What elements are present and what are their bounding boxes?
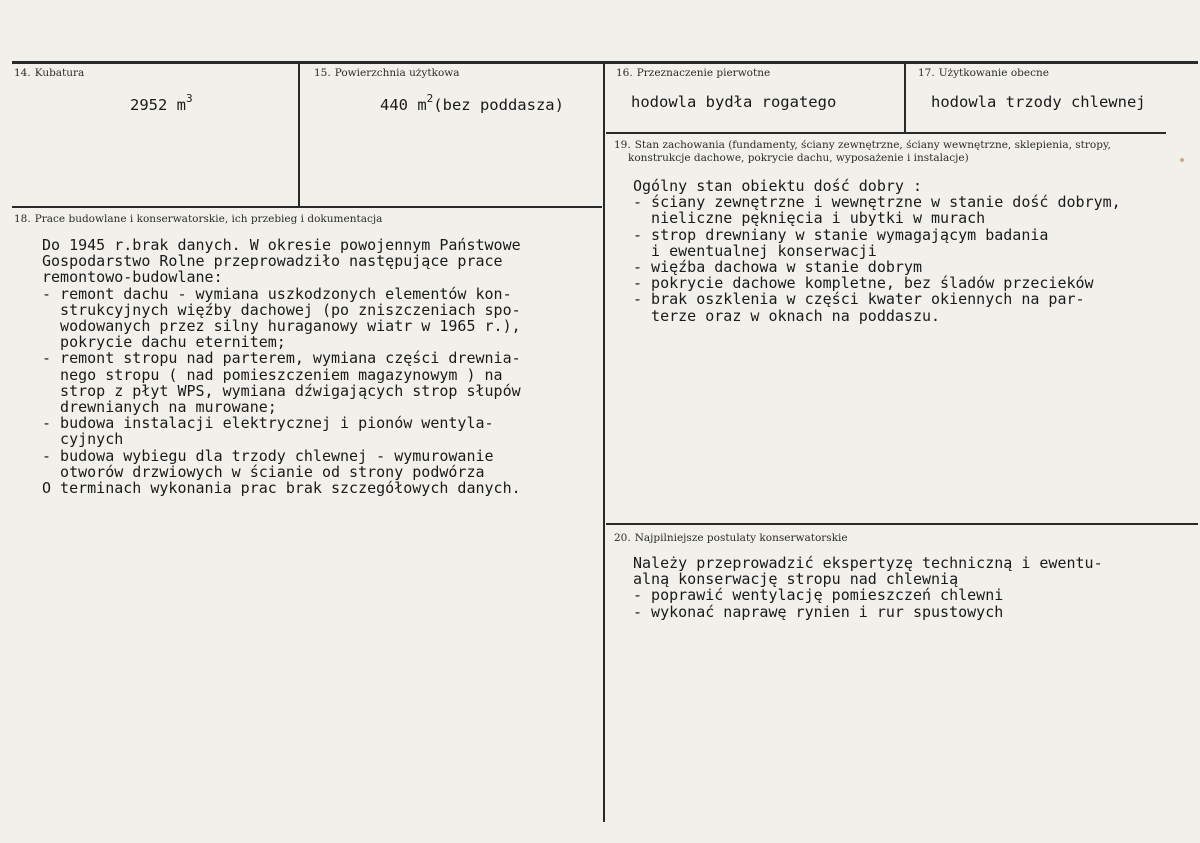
typed-line: strop z płyt WPS, wymiana dźwigających strop słupów (42, 381, 521, 400)
typed-line: nego stropu ( nad pomieszczeniem magazynowym ) na (42, 365, 503, 384)
typed-line: pokrycie dachu eternitem; (42, 333, 286, 352)
typed-line: - strop drewniany w stanie wymagającym badania (633, 225, 1049, 244)
powierzchnia-unit-exponent: 2 (426, 92, 434, 105)
typed-line: - brak oszklenia w części kwater okiennych na par- (633, 290, 1085, 309)
field-17-value: hodowla trzody chlewnej (931, 93, 1146, 111)
typed-line: - remont stropu nad parterem, wymiana części drewnia- (42, 349, 521, 368)
field-20-number: 20. (614, 532, 631, 544)
typed-line: - pokrycie dachowe kompletne, bez śladów przecieków (633, 274, 1094, 293)
field-14-number: 14. (14, 67, 31, 79)
typed-line: - budowa instalacji elektrycznej i pionów wentyla- (42, 414, 494, 433)
field-19-title-line-2: konstrukcje dachowe, pokrycie dachu, wyposażenie i instalacje) (628, 152, 969, 164)
typed-line: nieliczne pęknięcia i ubytki w murach (633, 209, 986, 228)
typed-line: Należy przeprowadzić ekspertyzę techniczną i ewentu- (633, 554, 1103, 572)
typed-line: - wykonać naprawę rynien i rur spustowych (633, 602, 1004, 621)
typed-line: - poprawić wentylację pomieszczeń chlewni (633, 586, 1004, 605)
typed-line: - ściany zewnętrzne i wewnętrzne w stanie dość dobrym, (633, 193, 1121, 212)
field-20-title: Najpilniejsze postulaty konserwatorskie (634, 532, 848, 544)
typed-line: Gospodarstwo Rolne przeprowadziło następujące prace (42, 252, 503, 271)
typed-line: wodowanych przez silny huraganowy wiatr w 1965 r.), (42, 317, 521, 336)
typed-line: remontowo-budowlane: (42, 268, 223, 287)
typed-line: alną konserwację stropu nad chlewnią (633, 570, 959, 589)
field-18-title: Prace budowlane i konserwatorskie, ich przebieg i dokumentacja (34, 213, 383, 225)
field-15-title: Powierzchnia użytkowa (334, 67, 460, 79)
field-17-title: Użytkowanie obecne (938, 67, 1049, 79)
field-17-number: 17. (918, 67, 935, 79)
typed-line: - więźba dachowa w stanie dobrym (633, 258, 922, 277)
typed-line: - remont dachu - wymiana uszkodzonych elementów kon- (42, 284, 512, 303)
typed-line: cyjnych (42, 430, 124, 449)
typed-line: Do 1945 r.brak danych. W okresie powojennym Państwowe (42, 236, 521, 254)
typed-line: drewnianych na murowane; (42, 398, 277, 417)
field-19-title-line-1: Stan zachowania (fundamenty, ściany zewnętrzne, ściany wewnętrzne, sklepienia, stropy, (634, 139, 1111, 151)
field-17-label (918, 67, 1049, 80)
rule-under-field-16-17 (606, 132, 1166, 134)
typed-line: strukcyjnych więźby dachowej (po zniszczeniach spo- (42, 300, 521, 319)
typed-line: - budowa wybiegu dla trzody chlewnej - wymurowanie (42, 446, 494, 465)
typed-line: Ogólny stan obiektu dość dobry : (633, 177, 922, 195)
field-20-label (614, 532, 848, 545)
kubatura-unit-exponent: 3 (186, 92, 193, 105)
field-14-label (14, 67, 84, 80)
top-rule (12, 61, 1198, 64)
typed-line: i ewentualnej konserwacji (633, 241, 877, 260)
field-15-value (380, 94, 564, 114)
field-16-label (616, 67, 770, 80)
kubatura-value: 2952 m (130, 96, 186, 115)
field-20-text (633, 555, 1103, 620)
typed-line: O terminach wykonania prac brak szczegółowych danych. (42, 479, 521, 498)
powierzchnia-note: (bez poddasza) (433, 96, 564, 115)
field-18-number: 18. (14, 213, 31, 225)
typed-line: terze oraz w oknach na poddaszu. (633, 306, 941, 325)
paper-blemish-mark (1180, 158, 1184, 162)
divider-14-15 (298, 62, 300, 206)
field-14-value (130, 94, 193, 114)
typed-line: otworów drzwiowych w ścianie od strony podwórza (42, 462, 485, 481)
field-19-label (614, 139, 1111, 165)
field-16-value: hodowla bydła rogatego (631, 93, 837, 111)
rule-above-field-18 (12, 206, 602, 208)
field-19-text (633, 178, 1121, 324)
field-16-number: 16. (616, 67, 633, 79)
field-18-text (42, 237, 521, 496)
powierzchnia-value: 440 m (380, 96, 427, 115)
rule-above-field-20 (606, 523, 1198, 525)
divider-16-17 (904, 62, 906, 132)
center-divider (603, 62, 605, 822)
field-18-label (14, 213, 382, 226)
field-15-label (314, 67, 460, 80)
field-15-number: 15. (314, 67, 331, 79)
field-16-title: Przeznaczenie pierwotne (636, 67, 771, 79)
field-14-title: Kubatura (34, 67, 85, 79)
field-19-number: 19. (614, 139, 631, 151)
